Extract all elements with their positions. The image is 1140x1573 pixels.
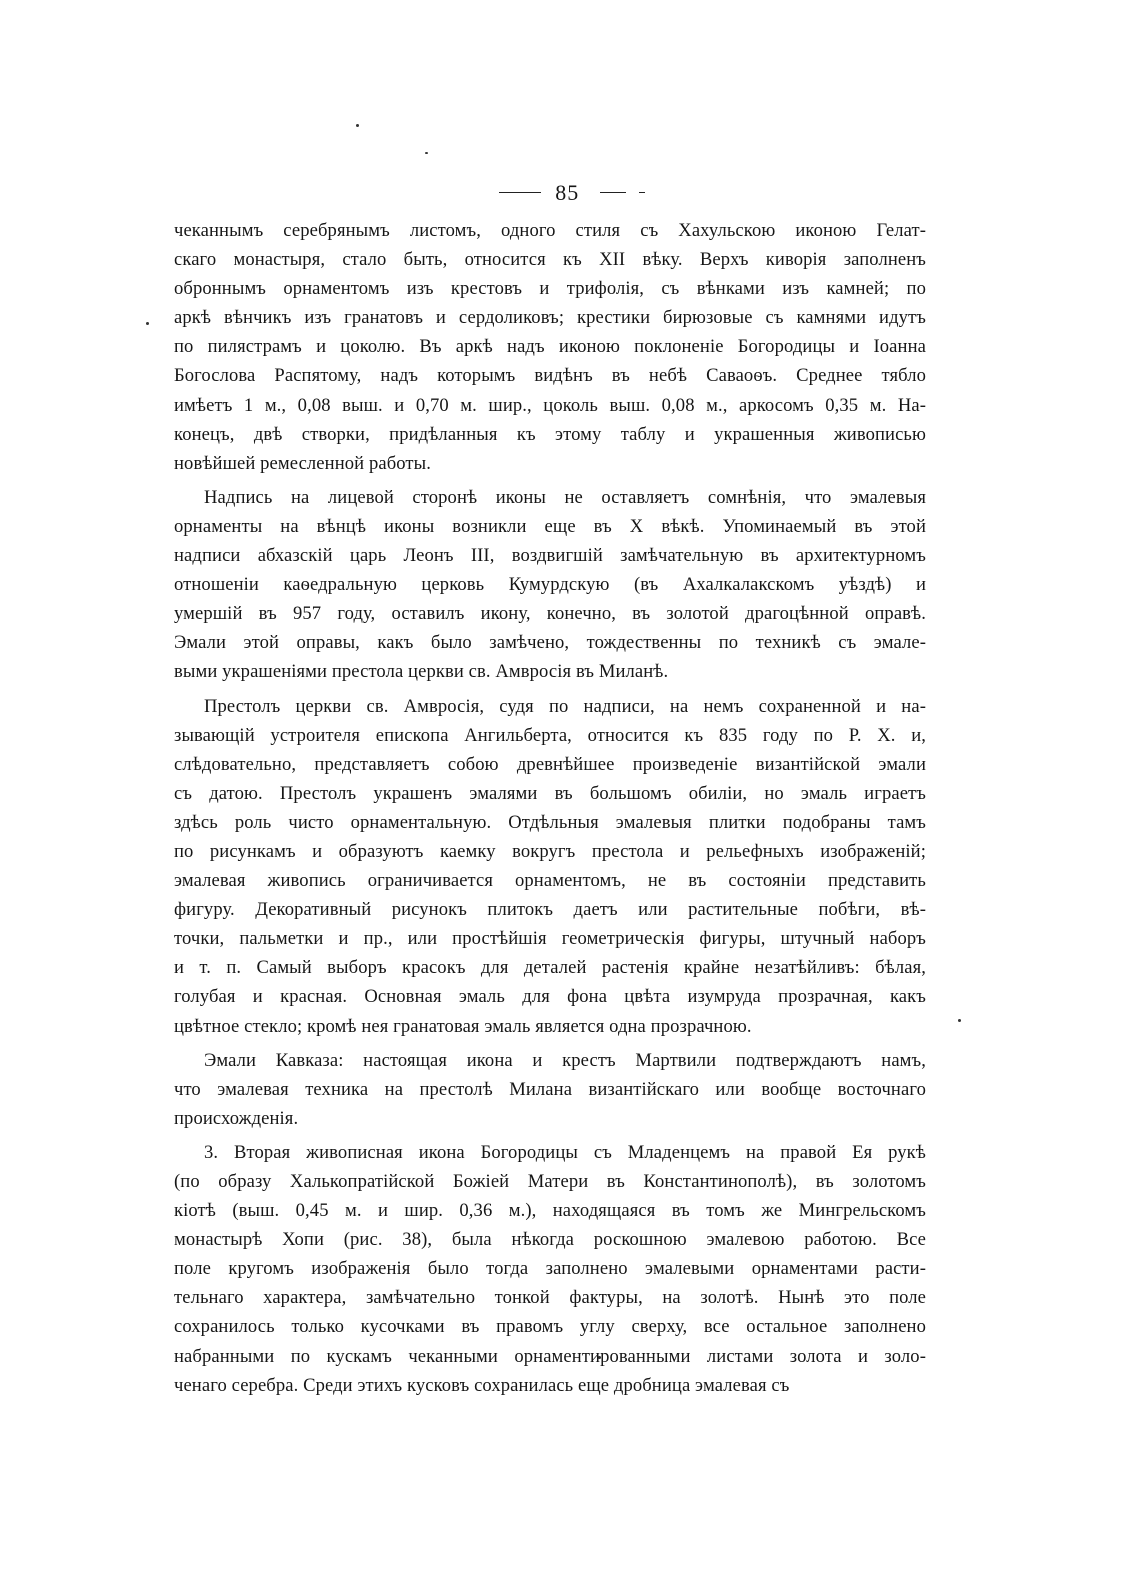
paragraph bbox=[174, 1138, 926, 1400]
text-line: оброннымъ орнаментомъ изъ крестовъ и трифолія, съ вѣнками изъ камней; по bbox=[174, 278, 926, 300]
text-line: ченаго серебра. Среди этихъ кусковъ сохранилась еще дробница эмалевая съ bbox=[174, 1374, 790, 1396]
text-line: монастырѣ Хопи (рис. 38), была нѣкогда роскошною эмалевою работою. Все bbox=[174, 1229, 926, 1251]
text-line: слѣдовательно, представляетъ собою древнѣйшее произведеніе византійской эмали bbox=[174, 753, 926, 775]
page-number: 85 bbox=[555, 179, 580, 205]
header-dash-left bbox=[499, 192, 541, 193]
text-line: отношеніи каѳедральную церковь Кумурдскую (въ Ахалкалакскомъ уѣздѣ) и bbox=[174, 574, 926, 596]
page-speck bbox=[146, 322, 149, 325]
page-speck bbox=[425, 152, 428, 154]
text-line: набранными по кускамъ чеканными орнаментированными листами золота и золо- bbox=[174, 1345, 926, 1367]
text-line: умершій въ 957 году, оставилъ икону, конечно, въ золотой драгоцѣнной оправѣ. bbox=[174, 603, 926, 625]
text-line: Надпись на лицевой сторонѣ иконы не оставляетъ сомнѣнія, что эмалевыя bbox=[204, 486, 926, 508]
text-line: зывающій устроителя епископа Ангильберта, относится къ 835 году по Р. Х. и, bbox=[174, 724, 926, 746]
text-line: сохранилось только кусочками въ правомъ углу сверху, все остальное заполнено bbox=[174, 1316, 926, 1338]
text-line: голубая и красная. Основная эмаль для фона цвѣта изумруда прозрачная, какъ bbox=[174, 986, 926, 1008]
text-line: здѣсь роль чисто орнаментальную. Отдѣльныя эмалевыя плитки подобраны тамъ bbox=[174, 811, 926, 833]
text-line: надписи абхазскій царь Леонъ III, воздвигшій замѣчательную въ архитектурномъ bbox=[174, 545, 926, 567]
page-speck bbox=[356, 124, 359, 127]
text-line: что эмалевая техника на престолѣ Милана византійскаго или вообще восточнаго bbox=[174, 1078, 926, 1100]
paragraph bbox=[174, 483, 926, 687]
text-line: Престолъ церкви св. Амвросія, судя по надписи, на немъ сохраненной и на- bbox=[204, 695, 926, 717]
header-dash-right bbox=[600, 192, 626, 193]
text-line: по рисункамъ и образуютъ каемку вокругъ престола и рельефныхъ изображеній; bbox=[174, 840, 926, 862]
text-line: и т. п. Самый выборъ красокъ для деталей растенія крайне незатѣйливъ: бѣлая, bbox=[174, 957, 926, 979]
paragraph bbox=[174, 216, 926, 478]
text-line: новѣйшей ремесленной работы. bbox=[174, 452, 431, 474]
text-line: Эмали этой оправы, какъ было замѣчено, тождественны по техникѣ съ эмале- bbox=[174, 632, 926, 654]
text-line: аркѣ вѣнчикъ изъ гранатовъ и сердоликовъ; крестики бирюзовые съ камнями идутъ bbox=[174, 307, 926, 329]
paragraph bbox=[174, 692, 926, 1041]
page-speck bbox=[958, 1019, 961, 1022]
text-line: эмалевая живопись ограничивается орнаментомъ, не въ состояніи представить bbox=[174, 870, 926, 892]
text-line: Богослова Распятому, надъ которымъ видѣнъ въ небѣ Саваоѳъ. Среднее тябло bbox=[174, 365, 926, 387]
text-line: происхожденія. bbox=[174, 1107, 299, 1129]
text-line: 3. Вторая живописная икона Богородицы съ Младенцемъ на правой Ея рукѣ bbox=[204, 1141, 926, 1163]
text-line: съ датою. Престолъ украшенъ эмалями въ большомъ обиліи, но эмаль играетъ bbox=[174, 782, 926, 804]
text-line: точки, пальметки и пр., или простѣйшія геометрическія фигуры, штучный наборъ bbox=[174, 928, 926, 950]
header-dash-right-short bbox=[639, 192, 645, 193]
text-line: скаго монастыря, стало быть, относится къ XII вѣку. Верхъ киворія заполненъ bbox=[174, 249, 926, 271]
paragraph bbox=[174, 1046, 926, 1133]
text-line: фигуру. Декоративный рисунокъ плитокъ даетъ или растительные побѣги, вѣ- bbox=[174, 899, 926, 921]
text-line: чеканнымъ серебрянымъ листомъ, одного стиля съ Хахульскою иконою Гелат- bbox=[174, 220, 926, 241]
text-line: кіотѣ (выш. 0,45 м. и шир. 0,36 м.), находящаяся въ томъ же Мингрельскомъ bbox=[174, 1200, 926, 1222]
text-line: выми украшеніями престола церкви св. Амвросія въ Миланѣ. bbox=[174, 661, 669, 683]
page-header bbox=[0, 178, 1140, 206]
text-body bbox=[174, 216, 926, 1405]
text-line: поле кругомъ изображенія было тогда заполнено эмалевыми орнаментами расти- bbox=[174, 1258, 926, 1280]
text-line: тельнаго характера, замѣчательно тонкой фактуры, на золотѣ. Нынѣ это поле bbox=[174, 1287, 926, 1309]
text-line: (по образу Халькопратійской Божіей Матери въ Константинополѣ), въ золотомъ bbox=[174, 1171, 926, 1192]
text-line: конецъ, двѣ створки, придѣланныя къ этому таблу и украшенныя живописью bbox=[174, 423, 926, 445]
text-line: цвѣтное стекло; кромѣ нея гранатовая эмаль является одна прозрачною. bbox=[174, 1015, 752, 1037]
text-line: Эмали Кавказа: настоящая икона и крестъ Мартвили подтверждаютъ намъ, bbox=[204, 1049, 926, 1071]
text-line: орнаменты на вѣнцѣ иконы возникли еще въ X вѣкѣ. Упоминаемый въ этой bbox=[174, 515, 926, 537]
text-line: по пилястрамъ и цоколю. Въ аркѣ надъ иконою поклоненіе Богородицы и Іоанна bbox=[174, 336, 926, 358]
text-line: имѣетъ 1 м., 0,08 выш. и 0,70 м. шир., цоколь выш. 0,08 м., аркосомъ 0,35 м. На- bbox=[174, 394, 926, 416]
